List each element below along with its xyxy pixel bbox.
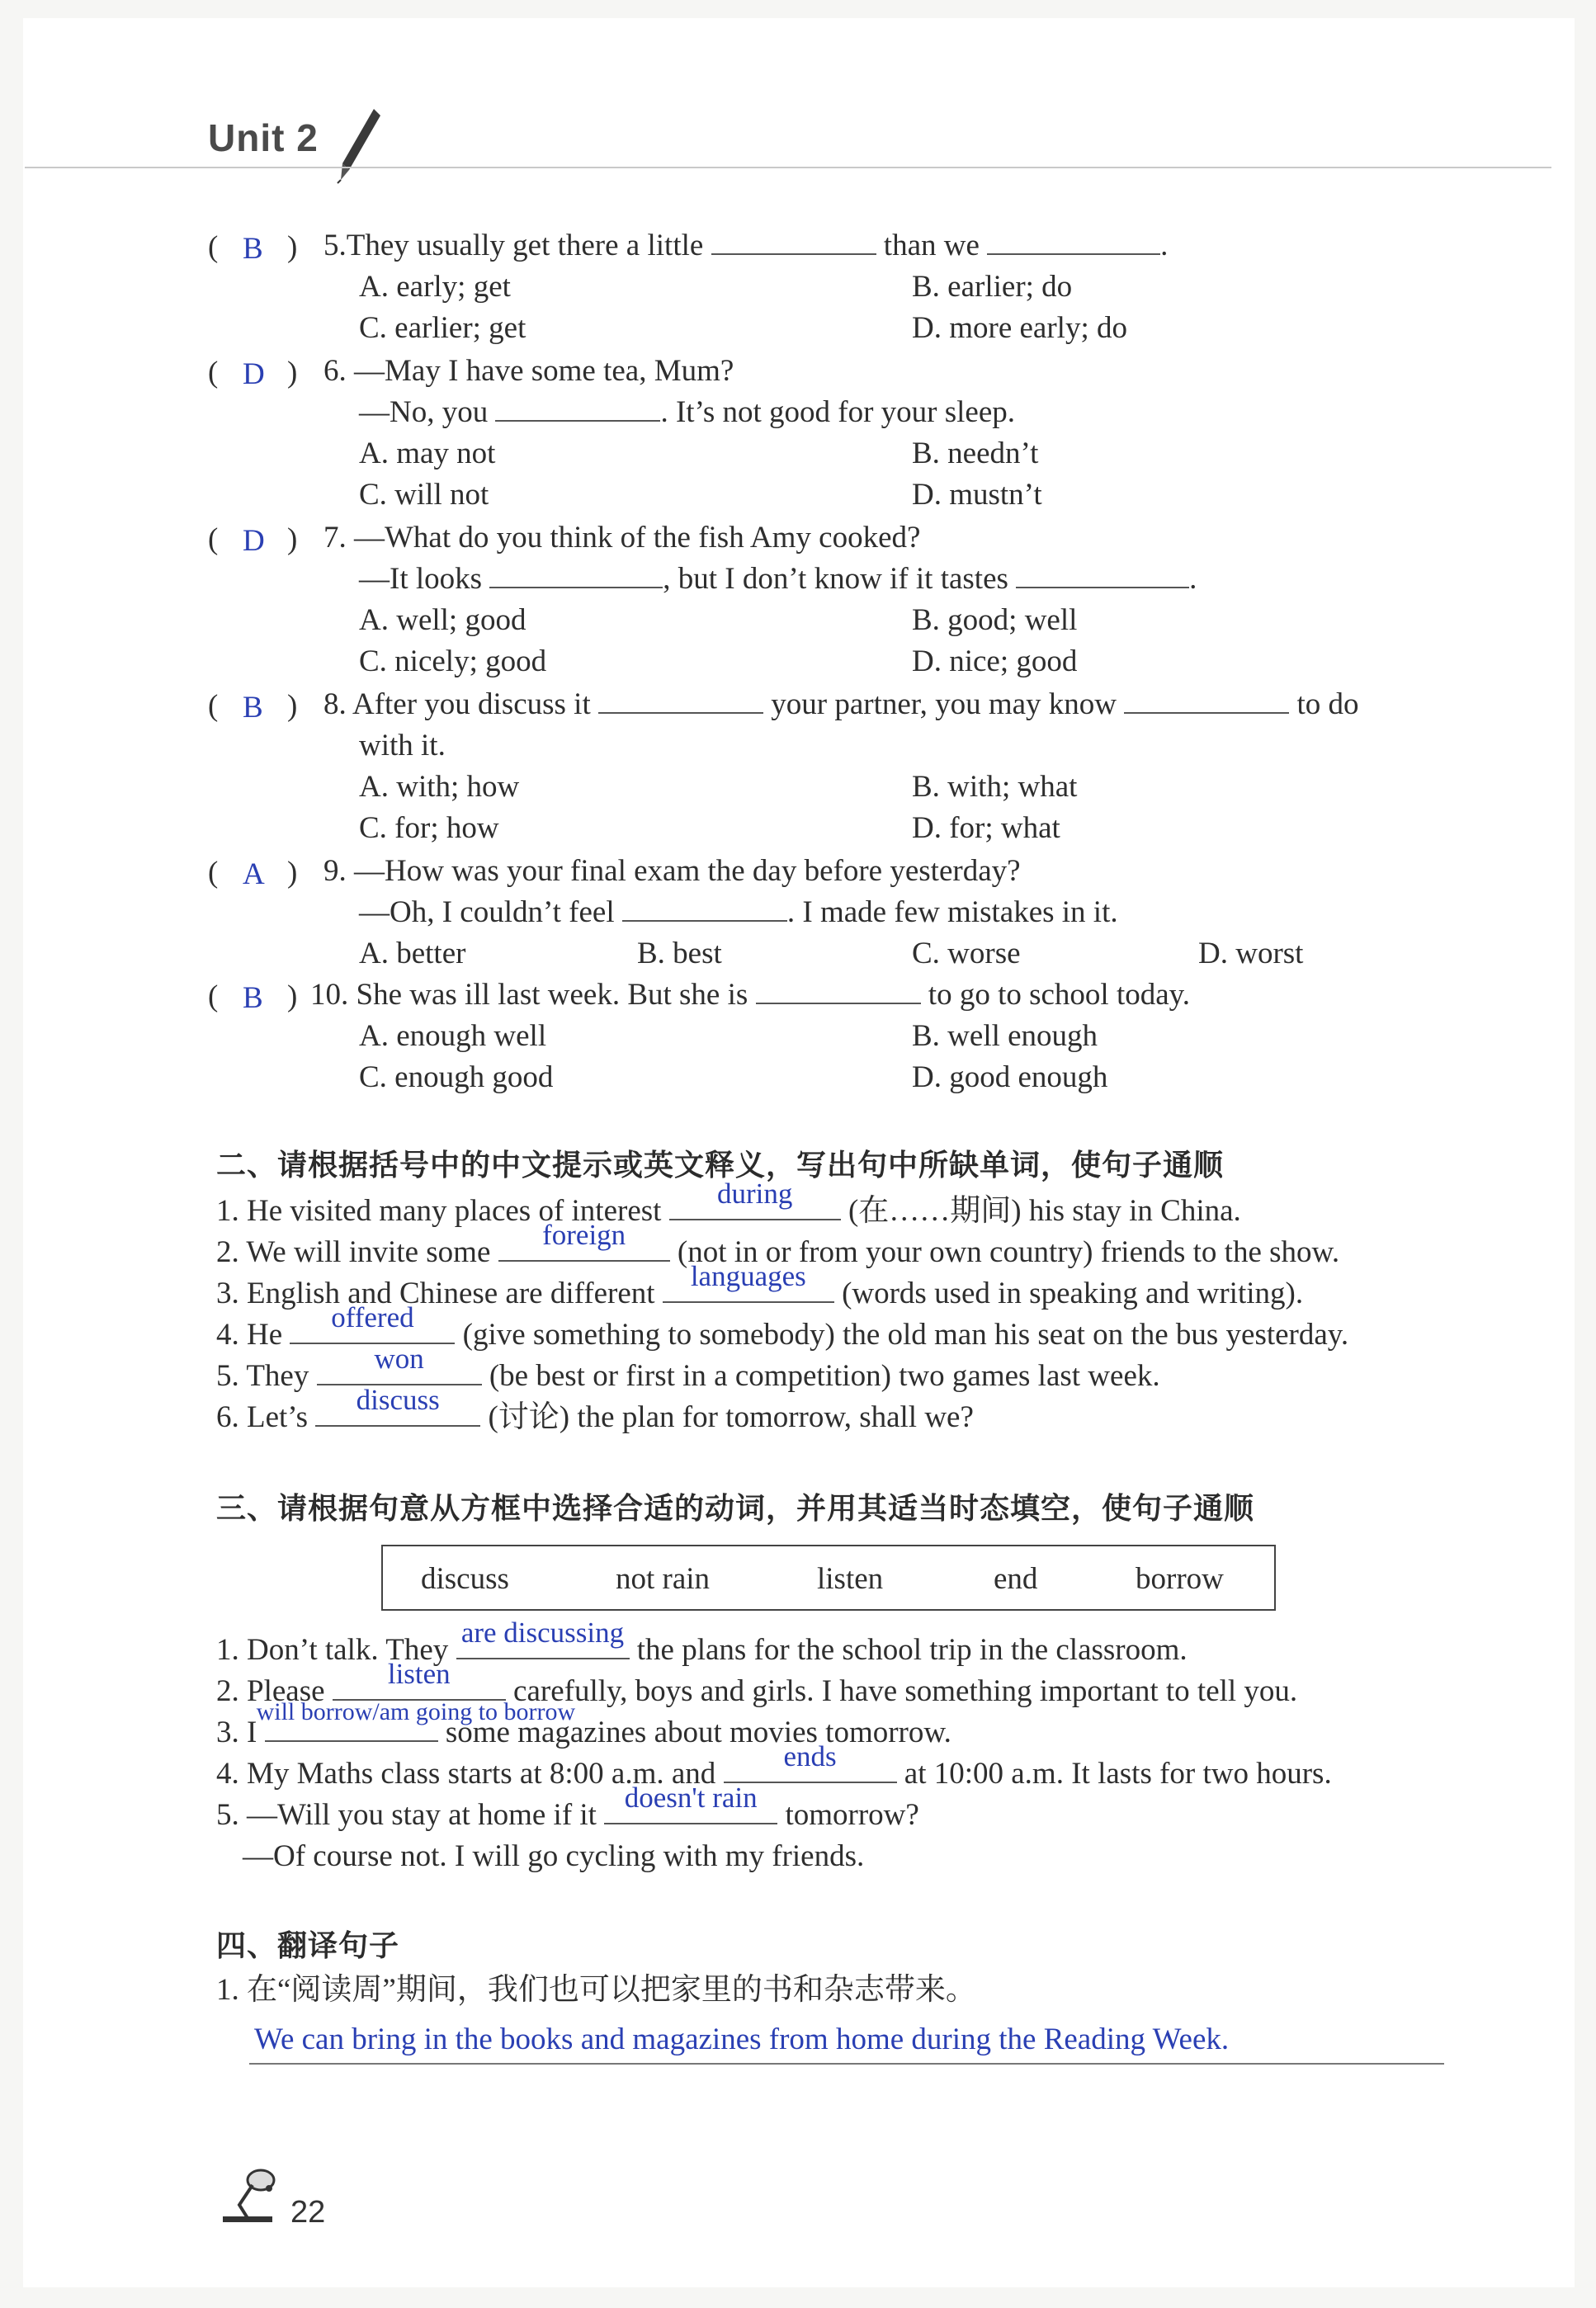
mc-option: D. nice; good [912,644,1078,678]
mc-option: D. for; what [912,811,1060,845]
word-box-item: end [994,1562,1038,1596]
answer-paren: ( [208,356,219,389]
answer-paren: ( [208,230,219,264]
mc-option: C. enough good [359,1060,554,1094]
fill-item: 5. —Will you stay at home if it doesn't rain tomorrow? [216,1782,919,1832]
mc-option: B. best [637,937,722,970]
mc-question-9: 9. —How was your final exam the day before yesterday? [323,854,1021,888]
translation-question: 1. 在“阅读周”期间，我们也可以把家里的书和杂志带来。 [216,1973,976,2007]
mc-option: C. earlier; get [359,311,526,345]
mc-question-8-cont: with it. [359,729,446,762]
word-box [381,1545,1276,1611]
mc-answer: B [243,232,263,266]
desk-lamp-icon [215,2167,289,2225]
mc-option: B. good; well [912,603,1078,637]
unit-title: Unit 2 [208,116,319,159]
mc-option: B. with; what [912,770,1078,804]
mc-answer: B [243,691,263,724]
answer-paren: ( [208,689,219,723]
answer-paren: ) [287,356,298,389]
mc-option: A. better [359,937,466,970]
fill-item: 1. Don’t talk. They are discussing the plans for the school trip in the classroom. [216,1617,1188,1667]
mc-option: D. worst [1198,937,1304,970]
fill-answer: listen [387,1658,451,1690]
word-box-item: discuss [421,1562,509,1596]
section-3-title: 三、请根据句意从方框中选择合适的动词，并用其适当时态填空，使句子通顺 [216,1492,1255,1526]
section-4-title: 四、翻译句子 [216,1929,400,1963]
mc-option: C. worse [912,937,1021,970]
mc-option: D. good enough [912,1060,1108,1094]
fill-item: 1. He visited many places of interest during (在……期间) his stay in China. [216,1178,1241,1228]
page-number: 22 [290,2195,326,2230]
mc-answer: D [243,524,265,558]
mc-question-10: 10. She was ill last week. But she is to go to school today. [310,978,1191,1012]
fill-answer: languages [690,1260,806,1292]
section-2-title: 二、请根据括号中的中文提示或英文释义，写出句中所缺单词，使句子通顺 [216,1149,1225,1182]
mc-option: A. enough well [359,1019,547,1053]
word-box-item: listen [817,1562,884,1596]
answer-line [249,2063,1444,2065]
fill-item: 5. They won (be best or first in a competition) two games last week. [216,1343,1160,1393]
translation-answer: We can bring in the books and magazines from home during the Reading Week. [254,2022,1230,2056]
fill-item: 2. We will invite some foreign (not in or from your own country) friends to the show. [216,1219,1340,1269]
answer-paren: ( [208,522,219,556]
fill-answer: will borrow/am going to borrow [256,1698,576,1725]
fill-answer: are discussing [460,1617,625,1649]
mc-answer: B [243,981,263,1015]
header-divider [25,167,1551,168]
mc-question-6-reply: —No, you . It’s not good for your sleep. [359,395,1016,429]
mc-option: B. earlier; do [912,270,1073,304]
fill-item: 2. Please listen carefully, boys and girls. I have something important to tell you. [216,1658,1298,1708]
mc-option: A. may not [359,437,496,470]
fill-answer: doesn't rain [624,1782,758,1814]
word-box-item: borrow [1136,1562,1224,1596]
mc-option: B. well enough [912,1019,1098,1053]
fill-item: 4. My Maths class starts at 8:00 a.m. and ends at 10:00 a.m. It lasts for two hours. [216,1740,1332,1791]
answer-paren: ) [287,979,298,1013]
mc-answer: D [243,357,265,391]
fill-answer: foreign [542,1219,626,1251]
mc-question-7: 7. —What do you think of the fish Amy cooked? [323,521,921,555]
fill-item: 3. English and Chinese are different languages (words used in speaking and writing). [216,1260,1304,1310]
mc-option: A. well; good [359,603,526,637]
mc-option: C. will not [359,478,489,512]
answer-paren: ( [208,979,219,1013]
fill-answer: offered [331,1301,414,1333]
fill-item-reply: —Of course not. I will go cycling with my friends. [243,1839,865,1873]
fill-item: 4. He offered (give something to somebody) the old man his seat on the bus yesterday. [216,1301,1349,1352]
pen-icon [334,106,384,184]
fill-answer: during [716,1178,793,1210]
mc-option: A. with; how [359,770,520,804]
mc-option: A. early; get [359,270,511,304]
mc-question-7-reply: —It looks , but I don’t know if it tastes . [359,562,1197,596]
mc-question-9-reply: —Oh, I couldn’t feel . I made few mistakes in it. [359,895,1118,929]
mc-option: D. more early; do [912,311,1127,345]
mc-answer: A [243,857,265,891]
mc-option: D. mustn’t [912,478,1042,512]
answer-paren: ) [287,856,298,890]
answer-paren: ( [208,856,219,890]
word-box-item: not rain [616,1562,711,1596]
fill-item: 3. I will borrow/am going to borrow some magazines about movies tomorrow. [216,1715,951,1751]
fill-item: 6. Let’s discuss (讨论) the plan for tomorrow, shall we? [216,1384,974,1434]
answer-paren: ) [287,230,298,264]
fill-answer: ends [783,1740,837,1772]
fill-answer: won [374,1343,424,1375]
mc-option: C. for; how [359,811,499,845]
fill-answer: discuss [356,1384,440,1416]
mc-option: C. nicely; good [359,644,547,678]
mc-option: B. needn’t [912,437,1039,470]
mc-question-5: 5.They usually get there a little than we . [323,229,1169,262]
answer-paren: ) [287,689,298,723]
mc-question-8: 8. After you discuss it your partner, you may know to do [323,687,1359,721]
answer-paren: ) [287,522,298,556]
mc-question-6: 6. —May I have some tea, Mum? [323,354,734,388]
